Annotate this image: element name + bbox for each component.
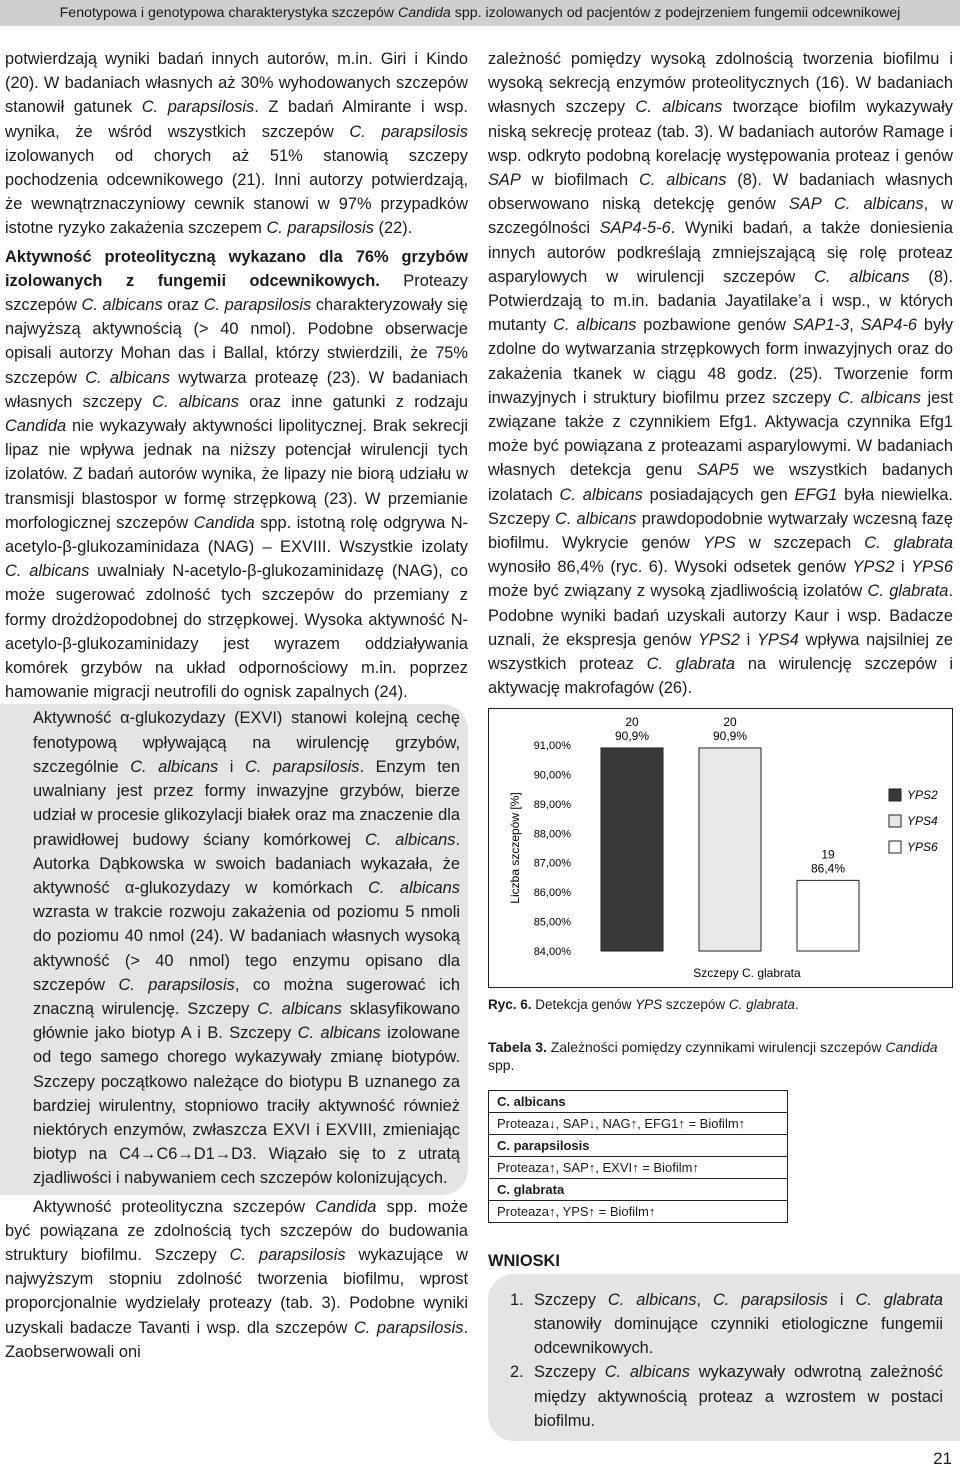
table-row-parapsilosis: Proteaza↑, SAP↑, EXVI↑ = Biofilm↑ [489, 1157, 788, 1179]
right-column [488, 47, 953, 1441]
highlighted-paragraph-box [0, 704, 468, 1194]
page-number: 21 [933, 1449, 952, 1468]
running-header [0, 0, 960, 26]
yps-bar-chart [488, 708, 953, 988]
legend-label-yps2: YPS2 [907, 788, 938, 803]
header-text-2: spp. izolowanych od pacjentów z podejrzeniem fungemii odcewnikowej [450, 5, 901, 21]
bar-yps4 [699, 748, 761, 951]
bar-value-label: 90,9% [614, 729, 650, 744]
table-header-parapsilosis: C. parapsilosis [489, 1135, 788, 1157]
virulence-table [488, 1090, 788, 1223]
table-header-glabrata: C. glabrata [489, 1179, 788, 1201]
legend-label-yps4: YPS4 [907, 814, 938, 829]
legend-label-yps6: YPS6 [907, 840, 938, 855]
y-tick-label: 86,00% [533, 887, 571, 900]
legend-swatch-yps4 [889, 815, 901, 827]
bar-yps6 [797, 881, 859, 952]
y-tick-label: 85,00% [533, 917, 571, 930]
paragraph-1: potwierdzają wyniki badań innych autorów, m.in. Giri i Kindo (20). W badaniach własnych aż 30% wyhodowanych szczepów stanowił gatunek C. parapsilosis. Z badań Almirante i wsp. wynika, że wśród wszystkich szczepów C. parapsilosis izolowanych od chorych aż 51% stanowią szczepy pochodzenia odcewnikowego (21). Inni autorzy potwierdzają, że wewnątrznaczyniowy cewnik stanowi w 97% przypadków istotne ryzyko zakażenia szczepem C. parapsilosis (22). [5, 50, 468, 238]
y-tick-label: 89,00% [533, 799, 571, 812]
bar-count-label: 20 [723, 715, 737, 730]
conclusion-item: 2. Szczepy C. albicans wykazywały odwrotną zależność między aktywnością proteaz a wzrostem w postaci biofilmu. [510, 1363, 943, 1430]
conclusions-box [488, 1274, 960, 1441]
header-text-1: Fenotypowa i genotypowa charakterystyka szczepów [59, 5, 398, 21]
legend-swatch-yps6 [889, 841, 901, 853]
left-column [5, 47, 468, 1364]
y-tick-label: 84,00% [533, 946, 571, 959]
bar-count-label: 19 [821, 847, 835, 862]
conclusions-title: WNIOSKI [488, 1252, 560, 1271]
chart-svg [489, 709, 952, 987]
bar-value-label: 90,9% [712, 729, 748, 744]
bar-yps2 [601, 748, 663, 951]
x-axis-label: Szczepy C. glabrata [693, 966, 801, 981]
y-tick-label: 87,00% [533, 858, 571, 871]
paragraph-4: Aktywność proteolityczna szczepów Candida spp. może być powiązana ze zdolnością tych szczepów do budowania struktury biofilmu. Szczepy C. parapsilosis wykazujące w najwyższym stopniu zdolność tworzenia biofilmu, wprost proporcjonalnie wydzielały proteazy (tab. 3). Podobne wyniki uzyskali badacze Tavanti i wsp. dla szczepów C. parapsilosis. Zaobserwowali oni [5, 1197, 468, 1361]
table-row-albicans: Proteaza↓, SAP↓, NAG↑, EFG1↑ = Biofilm↑ [489, 1113, 788, 1135]
y-tick-label: 88,00% [533, 828, 571, 841]
y-axis-label: Liczba szczepów [%] [508, 792, 522, 905]
y-tick-label: 90,00% [533, 769, 571, 782]
table-row-glabrata: Proteaza↑, YPS↑ = Biofilm↑ [489, 1201, 788, 1223]
y-tick-label: 91,00% [533, 740, 571, 753]
bar-value-label: 86,4% [810, 861, 846, 876]
bar-count-label: 20 [625, 715, 639, 730]
paragraph-3: Aktywność α-glukozydazy (EXVI) stanowi kolejną cechę fenotypową wpływającą na wirulencję grzybów, szczególnie C. albicans i C. parapsilosis. Enzym ten uwalniany jest przez formy inwazyjne grzybów, bierze udział w procesie glikozylacji białek oraz ma znaczenie dla prawidłowej budowy ściany komórkowej C. albicans. Autorka Dąbkowska w swoich badaniach wykazała, że aktywność α-glukozydazy w komórkach C. albicans wzrasta w trakcie rozwoju zakażenia od poziomu 5 nmoli do poziomu 40 nmol (24). W badaniach własnych wysoką aktywność (> 40 nmol) tego enzymu opisano dla szczepów C. parapsilosis, co można sugerować ich znaczną wirulencję. Szczepy C. albicans sklasyfikowano głównie jako biotyp A i B. Szczepy C. albicans izolowane od tego samego chorego wykazywały zmianę biotypów. Szczepy początkowo należące do biotypu B uznanego za bardziej wirulentny, stopniowo traciły aktywność również niektórych enzymów, zwłaszcza EXVI i EXVIII, zmieniając biotyp na C4→C6→D1→D3. Wiązało się to z utratą zjadliwości i nabywaniem cech szczepów kolonizujących. [33, 709, 460, 1188]
conclusions-list [510, 1288, 943, 1433]
conclusion-item: 1. Szczepy C. albicans, C. parapsilosis i C. glabrata stanowiły dominujące czynniki etiologiczne fungemii odcewnikowych. [510, 1290, 944, 1358]
header-text-italic: Candida [397, 5, 451, 21]
figure-caption: Ryc. 6. Detekcja genów YPS szczepów C. glabrata. [488, 997, 799, 1013]
paragraph-2: Aktywność proteolityczną wykazano dla 76% grzybów izolowanych z fungemii odcewnikowych. Proteazy szczepów C. albicans oraz C. parapsilosis charakteryzowały się najwyższą aktywnością (> 40 nmol). Podobne obserwacje opisali autorzy Mohan das i Ballal, którzy stwierdzili, że 75% szczepów C. albicans wytwarza proteazę (23). W badaniach własnych szczepy C. albicans oraz inne gatunki z rodzaju Candida nie wykazywały aktywności lipolitycznej. Brak sekrecji lipaz nie wpływa jednak na niższy potencjał wirulencji tych izolatów. Z badań autorów wynika, że lipazy nie biorą udziału w transmisji blastospor w formę strzępkową (23). W przemianie morfologicznej szczepów Candida spp. istotną rolę odgrywa N-acetylo-β-glukozaminidaza (NAG) – EXVIII. Wszystkie izolaty C. albicans uwalniały N-acetylo-β-glukozaminidazę (NAG), co może sugerować zdolność tych szczepów do przemiany z formy drożdżopodobnej do strzępkowej. Wysoka aktywność N-acetylo-β-glukozaminidazy jest wyrazem oddziaływania komórek grzybów na układ odpornościowy m.in. poprzez hamowanie migracji neutrofili do ognisk zapalnych (24). [5, 247, 468, 702]
table-caption: Tabela 3. Zależności pomiędzy czynnikami wirulencji szczepów Candida spp. [488, 1039, 938, 1074]
legend-swatch-yps2 [889, 789, 901, 801]
table-header-albicans: C. albicans [489, 1091, 788, 1113]
paragraph-right-1: zależność pomiędzy wysoką zdolnością tworzenia biofilmu i wysoką sekrecją enzymów proteolitycznych (16). W badaniach własnych szczepy C. albicans tworzące biofilm wykazywały niską sekrecję proteaz (tab. 3). W badaniach autorów Ramage i wsp. odkryto podobną korelację występowania proteaz i genów SAP w biofilmach C. albicans (8). W badaniach własnych obserwowano niską detekcję genów SAP C. albicans, w szczególności SAP4-5-6. Wyniki badań, a także doniesienia innych autorów podkreślają zmniejszającą się rolę proteaz asparylowych w wirulencji szczepów C. albicans (8). Potwierdzają to m.in. badania Jayatilake’a i wsp., w których mutanty C. albicans pozbawione genów SAP1-3, SAP4-6 były zdolne do wytwarzania strzępkowych form inwazyjnych oraz do zakażenia tkanek w ciągu 48 godz. (25). Tworzenie form inwazyjnych i struktury biofilmu przez szczepy C. albicans jest związane także z czynnikiem Efg1. Aktywacja czynnika Efg1 może być powiązana z proteazami asparylowymi. W badaniach własnych detekcja genu SAP5 we wszystkich badanych izolatach C. albicans posiadających gen EFG1 była niewielka. Szczepy C. albicans prawdopodobnie wytwarzały wczesną fazę biofilmu. Wykrycie genów YPS w szczepach C. glabrata wynosiło 86,4% (ryc. 6). Wysoki odsetek genów YPS2 i YPS6 może być związany z wysoką zjadliwością izolatów C. glabrata. Podobne wyniki badań uzyskali autorzy Kaur i wsp. Badacze uznali, że ekspresja genów YPS2 i YPS4 wpływa najsilniej ze wszystkich proteaz C. glabrata na wirulencję szczepów i aktywację makrofagów (26). [488, 50, 954, 698]
